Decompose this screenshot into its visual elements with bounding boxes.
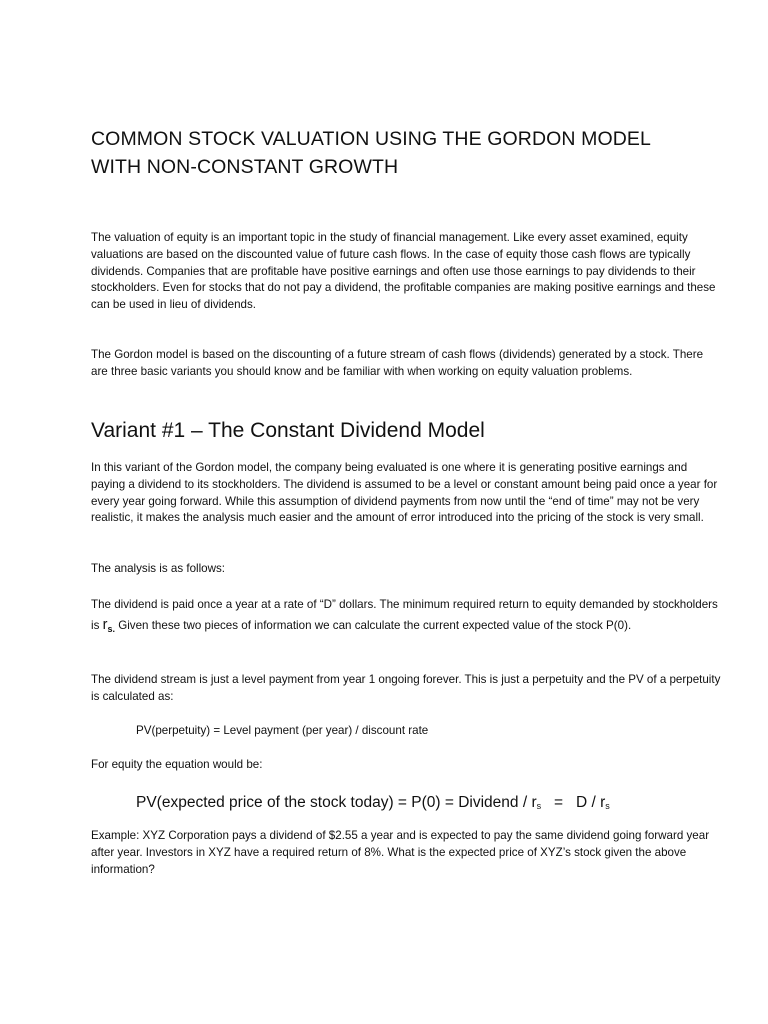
intro-paragraph: The valuation of equity is an important topic in the study of financial management. Like every asset examined, equity valuations are based on the discounted value of future cash flows. In the case of equity those cash flows are typically dividends. Companies that are profitable have positive earnings and often use those earnings to pay dividends to their stockholders. Even for stocks that do not pay a dividend, the profitable companies are making positive earnings and these can be used in lieu of dividends. [91, 231, 716, 312]
required-return-symbol [103, 617, 115, 633]
equity-formula-sub1: s [536, 801, 542, 811]
dividend-paragraph [91, 595, 721, 639]
analysis-intro: The analysis is as follows: [91, 562, 226, 575]
variant-1-paragraph: In this variant of the Gordon model, the company being evaluated is one where it is generating positive earnings and paying a dividend to its stockholders. The dividend is assumed to be a level or constant amount being paid once a year for every year going forward. While this assumption of dividend payments from now until the “end of time” may not be very realistic, it makes the analysis much easier and the amount of error introduced into the pricing of the stock is very small. [91, 461, 718, 525]
equity-formula-part1: PV(expected price of the stock today) = P(0) = Dividend / r [136, 794, 537, 811]
perpetuity-paragraph: The dividend stream is just a level payment from year 1 ongoing forever. This is just a perpetuity and the PV of a perpetuity is calculated as: [91, 673, 721, 703]
equity-formula-sub2: s [605, 801, 610, 811]
gordon-model-paragraph: The Gordon model is based on the discounting of a future stream of cash flows (dividends) generated by a stock. There are three basic variants you should know and be familiar with when working on equity valuation problems. [91, 348, 704, 378]
example-paragraph: Example: XYZ Corporation pays a dividend of $2.55 a year and is expected to pay the same dividend going forward year after year. Investors in XYZ have a required return of 8%. What is the expected price of XYZ’s stock given the above information? [91, 829, 710, 876]
equity-formula-part2: = D / r [541, 794, 606, 811]
document-title: COMMON STOCK VALUATION USING THE GORDON MODEL WITH NON-CONSTANT GROWTH [91, 128, 651, 178]
perpetuity-formula: PV(perpetuity) = Level payment (per year) / discount rate [136, 724, 429, 737]
required-return-symbol-sub: s. [107, 624, 115, 634]
dividend-paragraph-part2: Given these two pieces of information we can calculate the current expected value of the stock P(0). [114, 619, 632, 632]
variant-1-heading: Variant #1 – The Constant Dividend Model [91, 419, 485, 442]
equity-intro: For equity the equation would be: [91, 758, 263, 771]
required-return-symbol-main: r [102, 617, 108, 633]
equity-formula [136, 793, 610, 816]
dividend-paragraph-part1: The dividend is paid once a year at a rate of “D” dollars. The minimum required return to equity demanded by stockholders is [91, 598, 718, 632]
